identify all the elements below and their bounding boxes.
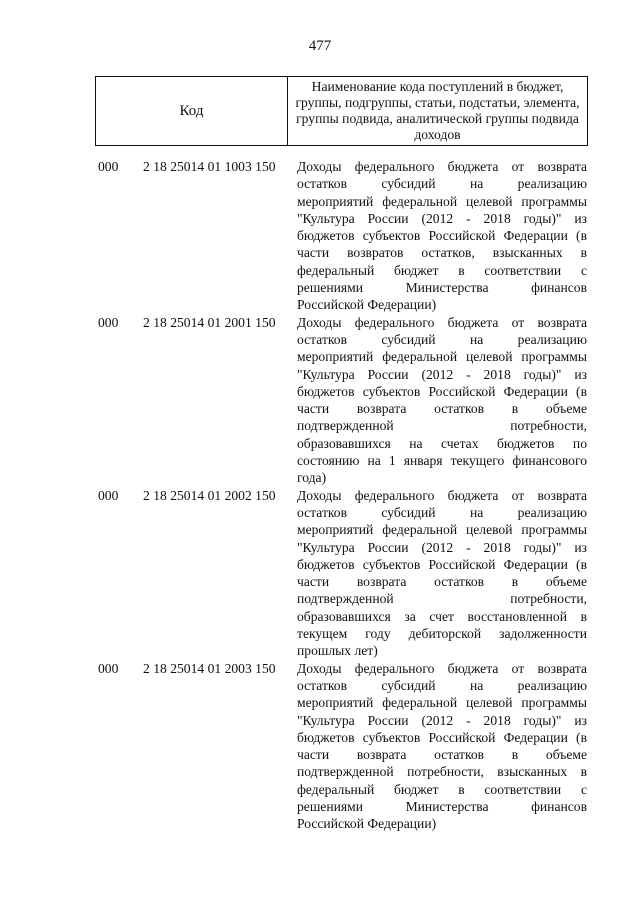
revenue-code: 2 18 25014 01 2002 150 bbox=[143, 487, 276, 503]
revenue-name bbox=[297, 487, 587, 660]
text-line: текущем году дебиторской задолженности bbox=[297, 626, 587, 642]
text-line: части возвратов остатков, взысканных в bbox=[297, 245, 587, 261]
text-line: "Культура России (2012 - 2018 годы)" из bbox=[297, 210, 587, 226]
revenue-name bbox=[297, 158, 587, 314]
table-header bbox=[95, 76, 588, 146]
text-line: федеральный бюджет в соответствии с bbox=[297, 781, 587, 797]
table-row bbox=[0, 314, 640, 487]
text-line: состоянию на 1 января текущего финансового bbox=[297, 453, 587, 469]
text-line: мероприятий федеральной целевой программы bbox=[297, 349, 587, 365]
revenue-name bbox=[297, 660, 587, 833]
text-line: части возврата остатков в объеме bbox=[297, 574, 587, 590]
text-line: Доходы федерального бюджета от возврата bbox=[297, 660, 587, 676]
text-line: "Культура России (2012 - 2018 годы)" из bbox=[297, 712, 587, 728]
text-line: Доходы федерального бюджета от возврата bbox=[297, 314, 587, 330]
text-line: остатков субсидий на реализацию bbox=[297, 504, 587, 520]
text-line: части возврата остатков в объеме bbox=[297, 401, 587, 417]
text-line: мероприятий федеральной целевой программы bbox=[297, 695, 587, 711]
text-line: мероприятий федеральной целевой программы bbox=[297, 522, 587, 538]
text-line: остатков субсидий на реализацию bbox=[297, 677, 587, 693]
revenue-code: 2 18 25014 01 2003 150 bbox=[143, 660, 276, 676]
text-line: бюджетов субъектов Российской Федерации (в bbox=[297, 729, 587, 745]
text-line: остатков субсидий на реализацию bbox=[297, 176, 587, 192]
text-line: решениями Министерства финансов bbox=[297, 798, 587, 814]
text-line: подтвержденной потребности, bbox=[297, 591, 587, 607]
text-line: года) bbox=[297, 470, 327, 486]
text-line: мероприятий федеральной целевой программы bbox=[297, 193, 587, 209]
table-body bbox=[0, 158, 640, 833]
admin-code: 000 bbox=[98, 487, 119, 503]
admin-code: 000 bbox=[98, 159, 119, 174]
admin-code: 000 bbox=[98, 660, 119, 676]
page-number: 477 bbox=[308, 38, 332, 54]
text-line: "Культура России (2012 - 2018 годы)" из bbox=[297, 366, 587, 382]
text-line: Доходы федерального бюджета от возврата bbox=[297, 159, 587, 174]
text-line: "Культура России (2012 - 2018 годы)" из bbox=[297, 539, 587, 555]
revenue-name bbox=[297, 314, 587, 487]
table-row bbox=[0, 487, 640, 660]
header-name-cell: Наименование кода поступлений в бюджет, группы, подгруппы, статьи, подстатьи, элемента, группы подвида, аналитической группы подвида доходов bbox=[295, 79, 580, 142]
text-line: бюджетов субъектов Российской Федерации (в bbox=[297, 228, 587, 244]
text-line: Доходы федерального бюджета от возврата bbox=[297, 487, 587, 503]
text-line: бюджетов субъектов Российской Федерации (в bbox=[297, 383, 587, 399]
text-line: остатков субсидий на реализацию bbox=[297, 331, 587, 347]
text-line: подтвержденной потребности, взысканных в bbox=[297, 764, 587, 780]
text-line: образовавшихся за счет восстановленной в bbox=[297, 608, 587, 624]
text-line: прошлых лет) bbox=[297, 643, 378, 659]
text-line: части возврата остатков в объеме bbox=[297, 747, 587, 763]
text-line: бюджетов субъектов Российской Федерации (в bbox=[297, 556, 587, 572]
revenue-code: 2 18 25014 01 2001 150 bbox=[143, 314, 276, 330]
text-line: Российской Федерации) bbox=[297, 816, 437, 832]
text-line: Российской Федерации) bbox=[297, 297, 437, 313]
table-row bbox=[0, 158, 640, 314]
header-code-cell: Код bbox=[96, 77, 288, 145]
text-line: подтвержденной потребности, bbox=[297, 418, 587, 434]
text-line: образовавшихся на счетах бюджетов по bbox=[297, 435, 587, 451]
text-line: федеральный бюджет в соответствии с bbox=[297, 262, 587, 278]
revenue-code: 2 18 25014 01 1003 150 bbox=[143, 159, 276, 174]
table-row bbox=[0, 660, 640, 833]
admin-code: 000 bbox=[98, 314, 119, 330]
text-line: решениями Министерства финансов bbox=[297, 280, 587, 296]
